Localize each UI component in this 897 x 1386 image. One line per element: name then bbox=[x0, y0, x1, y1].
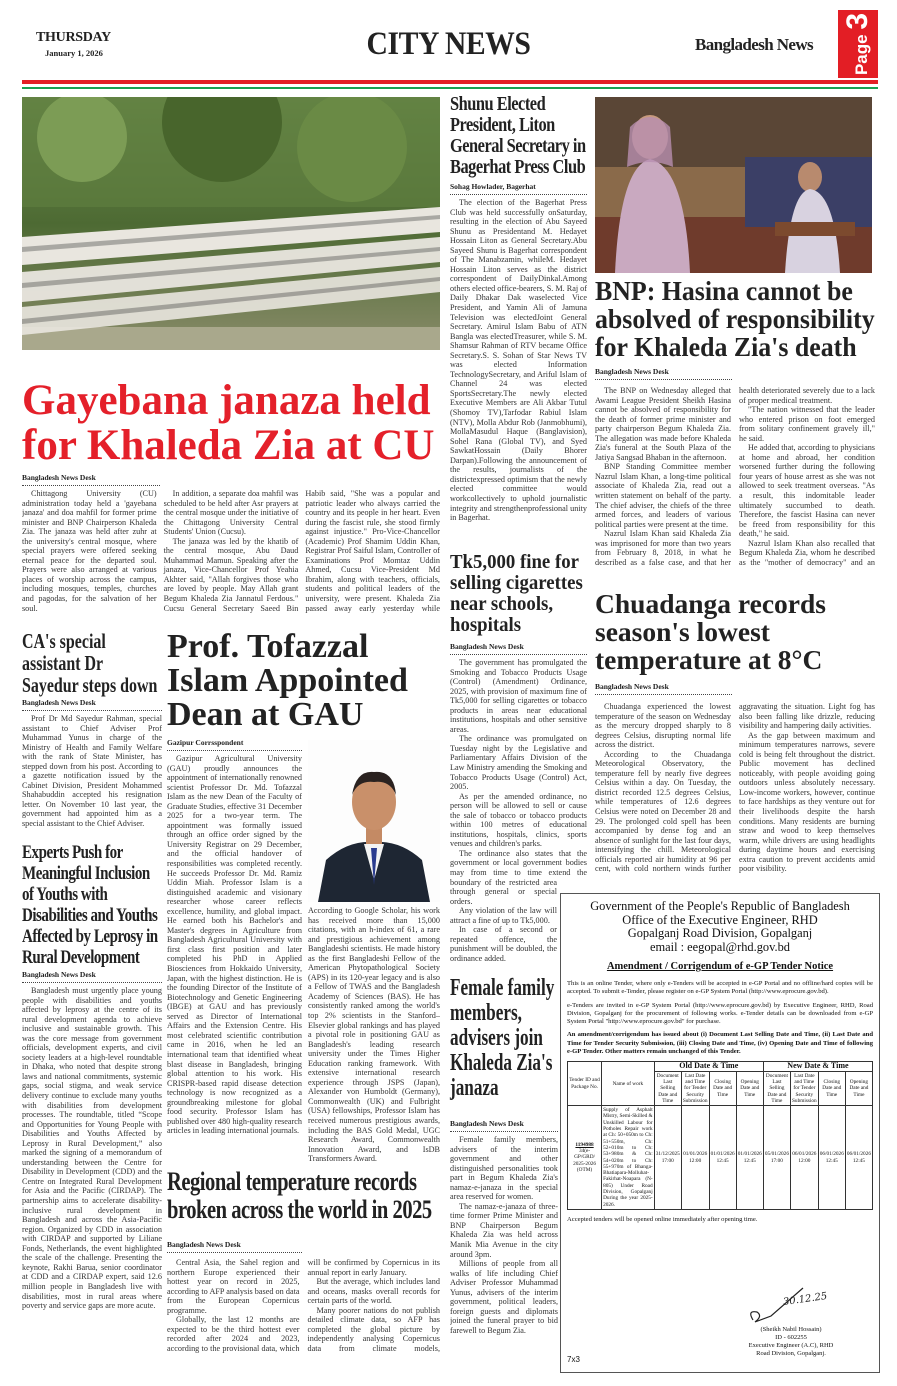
article-body bbox=[595, 702, 875, 884]
brand-logo: Bangladesh News bbox=[695, 35, 814, 54]
paragraph: Many poorer nations do not publish detailed climate data, so AFP has completed the global picture by independently analysing Copernicus data from climate models, bbox=[307, 1305, 440, 1353]
table-row: 1194988 34(e-GP/GRD/ 2025-2026 (OTM) Supply of Asphalt Mistry, Semi-Skilled & Unskilled Labour for Potholes Repair work at Ch: 50+050m to Ch: 51+550m, Ch: 52+010m to Ch: 53+980m & Ch: 54+020m to Ch: 55+970m of Bhanga-Bhatiapara-Molluhat-Fakirhat-Noapara (N-805) Under Road Division, Gopalganj During the year 2025-2026. 31/12/2025 17:00 01/01/2026 12:00 01/01/2026 12:45 01/01/2026 12:45 05/01/2026 17:00 06/01/2026 12:00 06/01/2026 12:45 06/01/2026 12:45 bbox=[568, 1106, 873, 1210]
handwritten-signature bbox=[731, 1286, 851, 1326]
byline: Bangladesh News Desk bbox=[22, 970, 162, 983]
article-body bbox=[450, 1135, 558, 1363]
article-body bbox=[450, 198, 587, 538]
article-body bbox=[308, 906, 440, 1163]
article-experts-push bbox=[22, 842, 162, 1356]
tender-gov-header: Government of the People's Republic of Bangladesh Office of the Executive Engineer, RHD Gopalganj Road Division, Gopalganj email : eegopal@rhd.gov.bd bbox=[567, 900, 873, 954]
tender-notice-ad bbox=[560, 893, 880, 1373]
tender-email: email : eegopal@rhd.gov.bd bbox=[650, 939, 790, 954]
page-number: 3 bbox=[841, 12, 874, 30]
professor-portrait-photo bbox=[308, 740, 440, 902]
page-number-badge bbox=[838, 10, 878, 78]
article-body bbox=[22, 714, 162, 840]
article-body bbox=[22, 489, 440, 621]
paragraph: As per the amended ordinance, no person will be allowed to sell or cause the sale of tobacco or tobacco products within 100 metres of educational institutions, hospitals, clinics, sports venues and children's parks. bbox=[450, 791, 587, 849]
paragraph: Gazipur Agricultural University (GAU) proudly announces the appointment of internationally renowned scientist Professor Dr. Md. Tofazzal Islam as the new Dean of the Faculty of Graduate Studies, effective 31 December 2025 for a two-year term. The appointment was formally issued through an office order signed by the University Registrar on 29 December, and the official handover of responsibilities was completed recently. He succeeds Professor Dr. Md. Ramiz Uddin Miah. Professor Islam is a distinguished academic and visionary researcher whose career reflects excellence, humility, and global impact. He earned both his Bachelor's and Master's degrees in Agriculture from Bangladesh Agricultural University with first class first position and later completed his PhD in Applied Biosciences from Hokkaido University, Japan, with the highest distinction. He is the founding Director of the Institute of Biotechnology and Genetic Engineering (IBGE) at GAU and has previously served as Director of International Affairs and the Extension Centre. His most celebrated scientific contribution came in 2016, when he led an international team that identified wheat blast disease in Bangladesh, bringing global attention to his work. His CRISPR-based rapid disease detection technology is now recognized as a groundbreaking milestone for global food security. Professor Islam has published over 480 high-quality research articles in leading international journals. bbox=[167, 754, 302, 1136]
paragraph: The namaz-e-janaza of three-time former Prime Minister and BNP Chairperson Begum Khaleda Zia was held across Manik Mia Avenue in the city around 3pm. bbox=[450, 1201, 558, 1259]
tender-para: An amendment/corrigendum has issued about (i) Document Last Selling Date and Time, (ii) Last Date and Time for Tender Security Submission, (iii) Closing Date and Time, (iv) Opening Date and Time of following e-GP Tender. Other matters remain unchanged of this Tender. bbox=[567, 1031, 873, 1056]
tender-para: This is an online Tender, where only e-Tenders will be accepted in e-GP Portal and no offline/hard copies will be accepted. To submit e-Tender, please register on e-GP System Portal (http://www.eprocure.gov.bd). bbox=[567, 980, 873, 996]
byline-gayebana: Bangladesh News Desk bbox=[22, 473, 160, 489]
paragraph: Chittagong University (CU) administration today held a 'gayebana janaza' and doa mahfil for former prime minister and BNP Chairperson Khaleda Zia. The janaza was held after zuhr at the university's central mosque, where special prayers were offered seeking eternal peace for the departed soul. Prayers were also arranged at various places of worship across the campus, including mosques, temples, churches and pagodas, for the salvation of her soul. bbox=[22, 489, 157, 613]
byline: Bangladesh News Desk bbox=[595, 367, 732, 380]
byline: Gazipur Corrsspondent bbox=[167, 738, 302, 751]
paragraph: The government has promulgated the Smoking and Tobacco Products Usage (Control) (Amendment) Ordinance, 2025, with provision of maximum fine of Tk5,000 for selling cigarettes or tobacco products in areas near educational institutions, hospitals and other sensitive areas. bbox=[450, 658, 587, 734]
paragraph: "The nation witnessed that the leader who entered prison on foot emerged from solitary confinement gravely ill," he said. bbox=[739, 405, 875, 443]
byline: Bangladesh News Desk bbox=[595, 682, 732, 695]
headline: Chuadanga records season's lowest temperature at 8°C bbox=[595, 588, 826, 675]
paragraph: But the average, which includes land and oceans, masks overall records for certain parts of the world. bbox=[307, 1277, 440, 1306]
paragraph: The janaza was led by the khatib of the central mosque, Abu Daud Muhammad Mamun. Speaking after the janaza, Vice-Chancellor Prof Yeahia Akhter said, "Allah forgives those who are loved by people. May Allah grant Begum Khaleda Zia Jannatul Ferdous." Cucsu General Secretary Saeed Bin Habib said, "She was a popular and patriotic leader who always carried the country and its people in her heart. Even during the fascist rule, she stood firmly against injustice." Pro-Vice-Chancellor (Academic) Prof Shamim Uddin Khan, Registrar Prof Saiful Islam, Controller of Examinations Prof Momtaz Uddin Ahmed, Cucsu Vice-President Md Ibrahim, along with teachers, officials, students and political leaders of the university, were present. Khaleda Zia passed away early yesterday while bbox=[163, 489, 440, 613]
header-rule-green bbox=[22, 87, 878, 89]
tender-title: Amendment / Corrigendum of e-GP Tender Notice bbox=[606, 961, 834, 972]
article-chuadanga-cold bbox=[595, 590, 875, 698]
paragraph: According to the Chuadanga Meteorological Observatory, the temperature fell by nearly five degrees Celsius within a day. On Tuesday, the district recorded 12.5 degrees Celsius, while temperatures of 12.6 degrees Celsius were noted on December 28 and 29. The prolonged cold spell has been accompanied by dense fog and an absence of sunlight for the last four days, intensifying the chill. Meteorological officials reported air humidity at 96 per cent, with cold northern winds further aggravating the situation. Light fog has also been falling like drizzle, reducing visibility and hampering daily activities. bbox=[595, 702, 875, 874]
hasina-bnp-photo bbox=[595, 97, 872, 273]
header-rule-red bbox=[22, 80, 878, 84]
paragraph: Any violation of the law will attract a fine of up to Tk5,000. bbox=[450, 906, 557, 925]
tender-footer-note: Accepted tenders will be opened online immediately after opening time. bbox=[567, 1215, 758, 1223]
article-gayebana bbox=[22, 378, 440, 470]
tender-table: Tender ID and Package No. Name of work Old Date & Time New Date & Time Document Last Selling Date and Time Last Date and Time for Tender Security Submission Closing Date and Time Opening Date and Time Document Last Selling Date and Time Last Date and Time for Tender Security Submission Closing Date and Time Opening Date and Time 1194988 34(e-GP/GRD/ 2025-2026 (OTM) Supply of Asphalt Mistry, Semi-Skilled & Unskilled Labour for Potholes Repair work at Ch: 50+050m to Ch: 51+550m, Ch: 52+010m to Ch: 53+980m & Ch: 54+020m to Ch: 55+970m of Bhanga-Bhatiapara-Molluhat-Fakirhat-Noapara (N-805) Under Road Division, Gopalganj During the year 2025-2026. 31/12/2025 17:00 01/01/2026 12:00 01/01/2026 12:45 01/01/2026 12:45 05/01/2026 17:00 06/01/2026 12:00 06/01/2026 12:45 06/01/2026 12:45 bbox=[569, 1061, 871, 1208]
headline: Prof. Tofazzal Islam Appointed Dean at GAU bbox=[167, 628, 408, 733]
paragraph: He added that, according to physicians at home and abroad, her condition worsened further during the following four years of house arrest as she was not allowed to seek treatment overseas. "As a result, this indomitable leader ultimately succumbed to death. Therefore, the fascist Hasina can never be freed from responsibility for this death," he said. bbox=[739, 443, 875, 539]
byline: Bangladesh News Desk bbox=[450, 642, 587, 655]
byline: Bangladesh News Desk bbox=[167, 1240, 302, 1253]
article-body bbox=[595, 386, 875, 582]
ad-size-label: 7x3 bbox=[567, 1355, 580, 1364]
article-female-janaza bbox=[450, 975, 558, 1363]
paragraph: Globally, the last 12 months are expected to be the third hottest ever recorded after 2024 and 2023, according to the provisional data, which will be confirmed by Copernicus in its annual report in early January. bbox=[167, 1258, 440, 1353]
headline: CA's special assistant Dr Sayedur steps down bbox=[22, 629, 158, 697]
paragraph: The ordinance was promulgated on Tuesday night by the Legislative and Parliamentary Affairs Division of the Law Ministry amending the Smoking and Tobacco Products Usage (Control) Act, 2005. bbox=[450, 734, 587, 792]
article-body bbox=[167, 754, 302, 1158]
article-shunu-press-club bbox=[450, 94, 587, 538]
paragraph: The election of the Bagerhat Press Club was held successfully onSaturday, resulting in the election of Abu Sayeed Shunu as Presidentand M. Hedayet Hossain Liton as General Secretary.Abu Sayeed Shunu is Bagerhat correspondent of The Manabzamin, whileM. Hedayet Hossain Liton serves as the district correspondent of DailyDinkal.Among others elected office-bearers, S. M. Raj of Daily Dhakar Dak waselected Vice President, and Yamin Ali of Jamuna Television was electedJoint General Secretary. Amirul Islam Babu of ATN Bangla was electedTreasurer, while S. M. Shamsur Rahman of RTV became Office Secretary.S. S. Sohan of Star News TV was elected Information TechnologySecretary, and Ariful Islam of Channel 24 was elected SportsSecretary.The newly elected Executive Members are Ali Akbar Tutul (Shomoy TV),Tarfodar Rabiul Islam (NTV), Molla Abdur Rob (Janmobhumi), MollaMasudul Haque (Banglavision), Sohel Rana (Global TV), and Syed SawkatHossain (Daily Bhorer Darpan).Following the announcement of the results, journalists of the districtexpressed optimism that the newly elected committee would workcollectively to uphold journalistic integrity and strengthenprofessional unity in Bagerhat. bbox=[450, 198, 587, 523]
article-body bbox=[22, 986, 162, 1356]
headline: BNP: Hasina cannot be absolved of responsibility for Khaleda Zia's death bbox=[595, 275, 875, 362]
section-title: CITY NEWS bbox=[366, 26, 531, 62]
byline: Bangladesh News Desk bbox=[450, 1119, 558, 1132]
paragraph: Female family members, advisers of the interim government and other distinguished personalities took part in Begum Khaleda Zia's namaz-e-janaza in the special area reserved for women. bbox=[450, 1135, 558, 1202]
paragraph: BNP Standing Committee member Nazrul Islam Khan, a long-time political associate of Khaleda Zia, read out a written statement on behalf of the party. The chief adviser, the chiefs of the three armed forces, and leaders of various political parties were present at the time. bbox=[595, 462, 731, 529]
tender-para: e-Tenders are invited in e-GP System Portal (http://www.eprocure.gov.bd) by Executive Engineer, RHD, Road Division, Gopalganj for the procurement of following works. e-Tender details can be downloaded from e-GP System Portal "http://www.eprocure.gov.bd" for purchase. bbox=[567, 1001, 873, 1026]
paragraph: Central Asia, the Sahel region and northern Europe experienced their hottest year on record in 2025, according to AFP analysis based on data from the European Copernicus programme. bbox=[167, 1258, 300, 1315]
paragraph: Bangladesh must urgently place young people with disabilities and youths affected by leprosy at the centre of its rural development agenda to achieve inclusive and sustainable growth. This was the core message from government officials, development experts, and civil society leaders at a high-level roundtable in Dhaka, who noted that despite strong laws and national commitments, systemic gaps, social stigma, and weak service delivery continue to exclude many youths with disabilities from development processes. The roundtable, titled “Scope and Opportunities for Young People with Disabilities and Youths Affected by Leprosy in Rural Development,” also marked the signing of a memorandum of understanding between the Centre for Disability in Development (CDD) and the Centre on Integrated Rural Development for Asia and the Pacific (CIRDAP). The partnership aims to accelerate disability-inclusive rural development in Bangladesh and across the Asia-Pacific region. Organized by CDD in association with CIRDAP and supported by Liliane Fonds, Netherlands, the event highlighted the scale of the challenge. Presenting the keynote, Rakhi Barua, senior coordinator at CDD and a CIRDAP expert, said 12.6 million people in Bangladesh live with disabilities, most in rural areas where poverty and service gaps are more acute. bbox=[22, 986, 162, 1311]
paragraph: Nazrul Islam Khan said Khaleda Zia was imprisoned for more than two years from February 8, 2018, in what he described as a false case, and that her health deteriorated severely due to a lack of proper medical treatment. bbox=[595, 386, 875, 567]
headline: Gayebana janaza held for Khaleda Zia at CU bbox=[22, 377, 435, 469]
headline: Tk5,000 fine for selling cigarettes near schools, hospitals bbox=[450, 551, 583, 636]
paragraph: As the gap between maximum and minimum temperatures narrows, severe cold is being felt throughout the district. Public movement has declined noticeably, with people avoiding going outdoors unless absolutely necessary. Low-income workers, however, continue to face hardships as they venture out for their livelihoods despite the harsh conditions. Many residents are burning straw and wood to keep themselves warm, while drivers are using headlights during daytime hours and exercising extra caution to prevent accidents amid poor visibility. bbox=[739, 730, 875, 874]
paragraph: In case of a second or repeated offence, the punishment will be doubled, the ordinance added. bbox=[450, 925, 557, 963]
headline: Shunu Elected President, Liton General Secretary in Bagerhat Press Club bbox=[450, 93, 586, 178]
paragraph: The ordinance also states that the government or local government bodies may from time to time extend the boundary of the restricted area through general or special orders. bbox=[450, 848, 587, 906]
headline: Experts Push for Meaningful Inclusion of Youths with Disabilities and Youths Affected by Leprosy in Rural Development bbox=[22, 842, 158, 968]
janaza-photo bbox=[22, 97, 440, 350]
masthead-day: THURSDAY bbox=[36, 30, 111, 45]
byline: Bangladesh News Desk bbox=[22, 698, 162, 711]
paragraph: Nazrul Islam Khan also recalled that Begum Khaleda Zia, whom he described as the "mother of democracy" and an bbox=[739, 538, 875, 567]
paragraph: According to Google Scholar, his work has received more than 15,000 citations, with an h-index of 61, a rare and prestigious achievement among Bangladeshi scientists. He made history as the first Bangladeshi Fellow of the American Phytopathological Society (APS) in its 120-year legacy and is also a Fellow of TWAS and the Bangladesh Academy of Sciences (BAS). He has consistently ranked among the world's top 2% scientists in the Stanford–Elsevier global rankings and has played a pivotal role in positioning GAU as Bangladesh's leading research university under the Times Higher Education ranking framework. With extensive international research experience through JSPS (Japan), Alexander von Humboldt (Germany), Commonwealth (UK) and Fulbright (USA) fellowships, Professor Islam has received numerous prestigious awards, including the BAS Gold Medal, UGC Research Award, Commonwealth Innovation Award, and IsDB Transformers Award. bbox=[308, 906, 440, 1163]
paragraph: Prof Dr Md Sayedur Rahman, special assistant to Chief Adviser Prof Muhammad Yunus in charge of the Ministry of Health and Family Welfare with the rank of State Minister, has stepped down from his post. According to a gazette notification issued by the Cabinet Division, President Mohammed Shahabuddin accepted his resignation letter. On November 10 last year, the government had appointed him as a special assistant to the Chief Adviser. bbox=[22, 714, 162, 829]
headline: Female family members, advisers join Khaleda Zia's janaza bbox=[450, 974, 555, 1101]
article-bnp-hasina bbox=[595, 277, 875, 383]
signature-block: 30.12.25 (Sheikh Nabil Hossain) ID - 602255 Executive Engineer (A.C), RHD Road Division, Gopalganj. bbox=[731, 1286, 851, 1358]
article-ca-assistant bbox=[22, 630, 162, 840]
masthead-date: January 1, 2026 bbox=[45, 48, 103, 58]
paragraph: In addition, a separate doa mahfil was scheduled to be held after Asr prayers at the central mosque under the initiative of the Chittagong University Central Students' Union (Cucsu). bbox=[163, 489, 299, 537]
article-body bbox=[167, 1258, 440, 1362]
signature-date: 30.12.25 bbox=[782, 1290, 829, 1309]
headline: Regional temperature records broken across the world in 2025 bbox=[167, 1167, 432, 1224]
byline: Sohag Howlader, Bagerhat bbox=[450, 182, 587, 195]
page-label: Page bbox=[852, 34, 871, 76]
paragraph: The BNP on Wednesday alleged that Awami League President Sheikh Hasina cannot be absolved of responsibility for the death of former prime minister and party chairperson Begum Khaleda Zia. The allegation was made before Khaleda Zia's funeral at the South Plaza of the Jatiya Sangsad Bhaban in the afternoon. bbox=[595, 386, 731, 462]
article-regional-temperature bbox=[167, 1168, 440, 1256]
paragraph: Chuadanga experienced the lowest temperature of the season on Wednesday as the mercury dropped sharply to 8 degrees Celsius, disrupting normal life across the district. bbox=[595, 702, 731, 750]
paragraph: Millions of people from all walks of life including Chief Adviser Professor Muhammad Yunus, advisers of the interim government, political leaders, foreign guests and diplomats joined the funeral prayer to bid farewell to Begum Zia. bbox=[450, 1259, 558, 1335]
